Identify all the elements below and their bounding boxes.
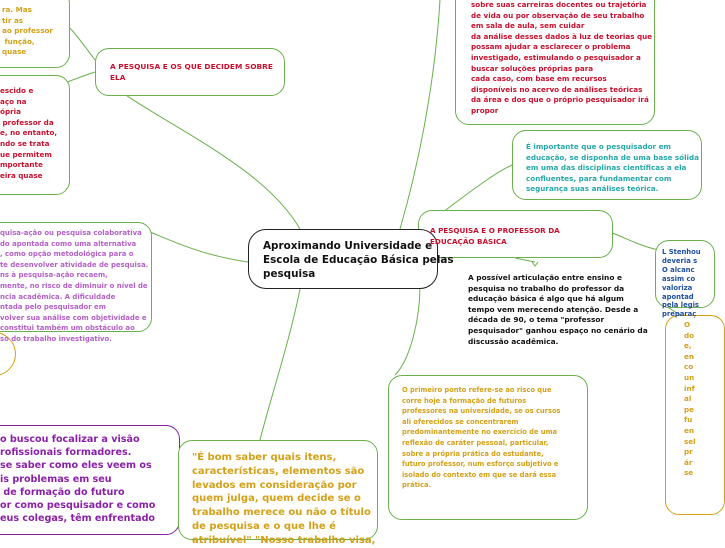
note-top-center-red: sobre suas carreiras docentes ou trajetória de vida ou por observação de seu trabalho em sala de aula, sem cuidar da análise desses dados à luz de teorias que possam ajudar a esclarecer o problema investigado, estimulando o pesquisador a buscar soluções próprias para cada caso, com base em recursos disponíveis no acervo de análises teóricas da área e dos que o próprio pesquisador irá propor (471, 0, 653, 115)
note-top-left-orange: ra. Mas tir as ao professor função, quase (2, 5, 53, 57)
link-professor-black (515, 258, 535, 262)
note-bottom-orange: O primeiro ponto refere-se ao risco que corre hoje a formação de futuros professores na universidade, se os cursos ali oferecidos se concentrarem predominantemente no exercício de uma reflexão de caráter pessoal, particular, sobre a própria prática do estudante, futuro professor, num esforço subjetivo e isolado do contexto em que se dará essa prática. (402, 386, 561, 490)
note-black: A possível articulação entre ensino e pesquisa no trabalho do professor da educação básica é algo que há algum tempo vem merecendo atenção. Desde a década de 90, o tema "professor pesquisador" ganhou espaço no cenário da discussão acadêmica. (468, 273, 648, 346)
note-bottom-left-purple: o buscou focalizar a visão rofissionais formadores. se saber como eles veem os is problemas em seu de formação do futuro or como pesquisador e como eus colegas, têm enfrentado (0, 434, 156, 525)
tick-mark-1 (532, 262, 538, 266)
link-professor-right-blue (610, 232, 660, 250)
link-central-bottom-orange (395, 285, 420, 375)
central-topic-title: Aproximando Universidade e Escola de Educação Básica pelas pesquisa (263, 240, 454, 280)
link-central-top (400, 0, 440, 229)
note-left-red: escido e aço na ópria professor da e, no entanto, ndo se trata ue permitem mportante eira quase (0, 86, 58, 180)
note-right-orange: O do e, en co un inf al pe fu en sel pr ár se (684, 320, 696, 478)
note-left-violet: quisa-ação ou pesquisa colaborativa do apontada como uma alternativa , como opção metodológica para o te desenvolver atividade de pesquisa. ns à pesquisa-ação recaem, mente, no risco de diminuir o nível de ncia acadêmica. A dificuldade ntada pelo pesquisador em volver sua análise com objetividade e constitui também um obstáculo ao so do trabalho investigativo. (0, 229, 149, 343)
note-quote: "É bom saber quais itens, características, elementos são levados em consideração por quem julga, quem decide se o trabalho merece ou não o título de pesquisa e o que lhe é atribuível" "Nosso trabalho visa, (192, 452, 376, 546)
link-central-left-violet (150, 232, 248, 262)
topic-professor-title: A PESQUISA E O PROFESSOR DA EDUCAÇÃO BÁSICA (430, 226, 560, 246)
topic-decidem-title: A PESQUISA E OS QUE DECIDEM SOBRE ELA (110, 62, 273, 82)
link-central-quote (260, 289, 300, 440)
note-right-blue: L Stenhou deveria s O alcanc assim co valoriza apontad pela legis preparaç (662, 248, 701, 319)
note-teal: É importante que o pesquisador em educação, se disponha de uma base sólida em uma das disciplinas científicas a ela confluentes, para fundamentar com segurança suas análises teórica. (526, 142, 700, 194)
